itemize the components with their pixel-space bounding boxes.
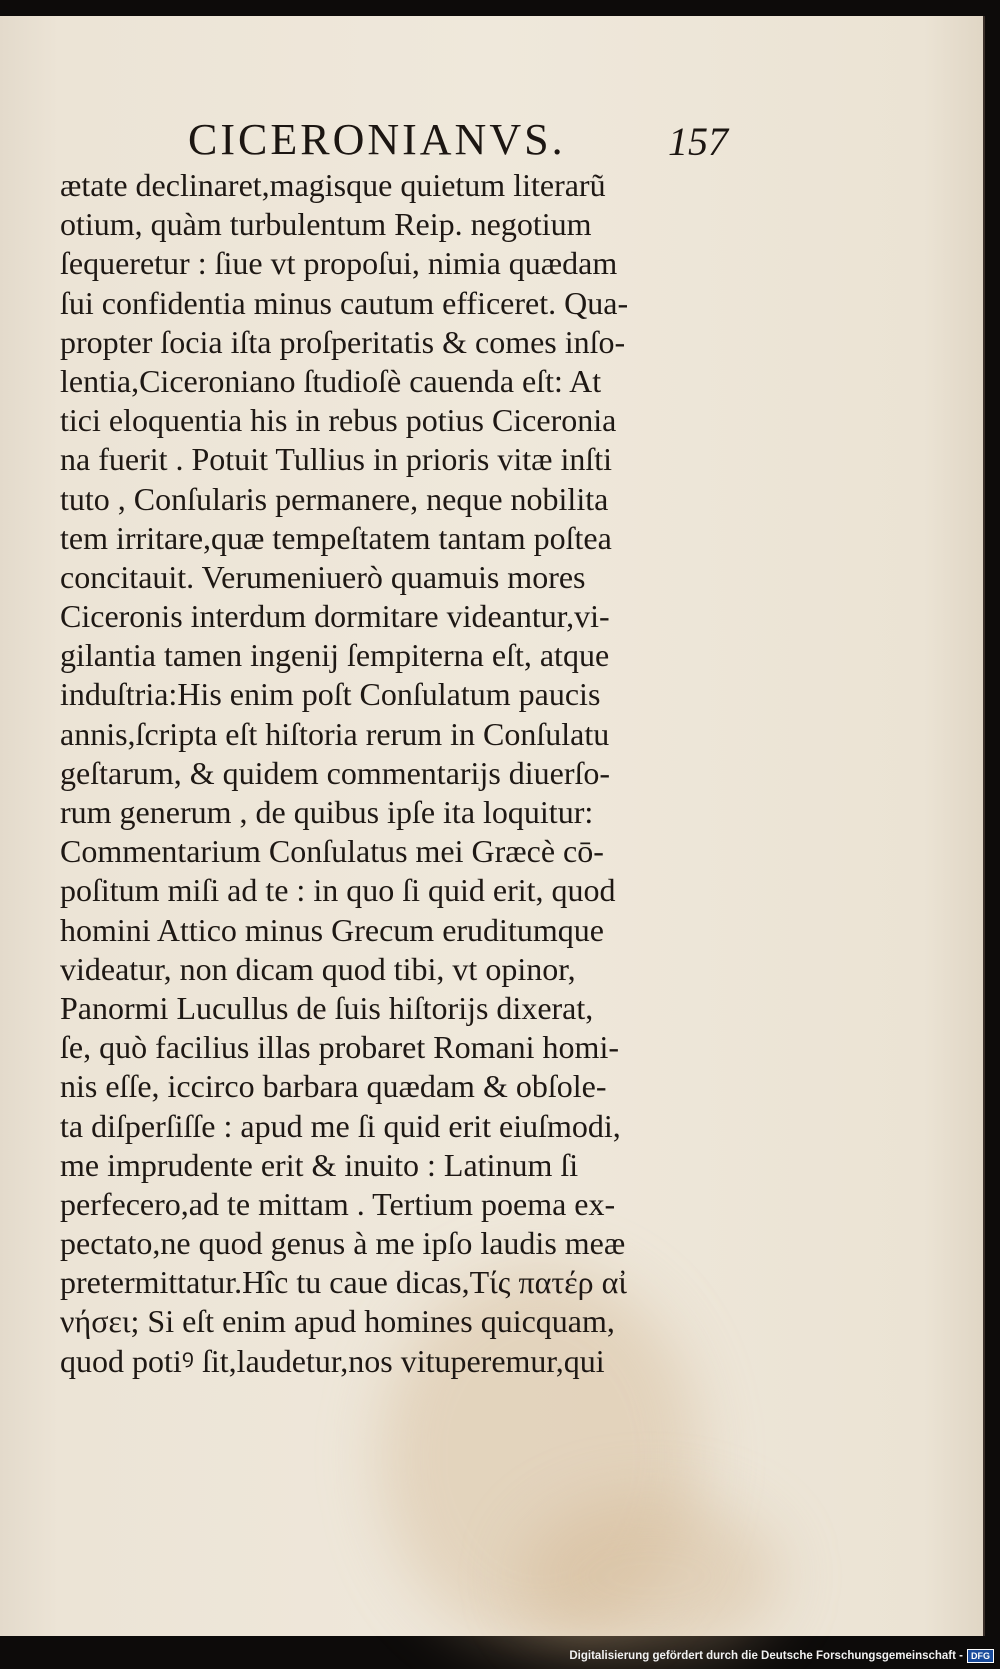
- text-line: pretermittatur.Hîc tu caue dicas,Tίς πατέρ αἰ: [60, 1264, 627, 1301]
- footer-credit-bar: [569, 1649, 994, 1663]
- text-line: νήσει; Si eſt enim apud homines quicquam,: [60, 1303, 615, 1340]
- text-line: quod potiꝰ ſit,laudetur,nos vituperemur,qui: [60, 1342, 605, 1379]
- text-line: annis,ſcripta eſt hiſtoria rerum in Conſulatu: [60, 715, 610, 752]
- text-line: videatur, non dicam quod tibi, vt opinor,: [60, 950, 576, 987]
- text-line: concitauit. Verumeniuerò quamuis mores: [60, 558, 586, 595]
- text-line: geſtarum, & quidem commentarijs diuerſo-: [60, 754, 611, 791]
- page-header: [188, 114, 728, 166]
- text-line: poſitum miſi ad te : in quo ſi quid erit, quod: [60, 872, 616, 909]
- text-line: nis eſſe, iccirco barbara quædam & obſole-: [60, 1068, 607, 1105]
- running-title: CICERONIANVS.: [188, 115, 566, 164]
- text-line: induſtria:His enim poſt Conſulatum paucis: [60, 676, 601, 713]
- text-line: Ciceronis interdum dormitare videantur,vi-: [60, 598, 610, 635]
- text-line: Commentarium Conſulatus mei Græcè cō-: [60, 833, 604, 870]
- text-line: otium, quàm turbulentum Reip. negotium: [60, 206, 592, 243]
- text-line: ætate declinaret,magisque quietum literarũ: [60, 167, 606, 203]
- text-line: Panormi Lucullus de ſuis hiſtorijs dixerat,: [60, 989, 594, 1026]
- text-line: tici eloquentia his in rebus potius Ciceronia: [60, 402, 617, 439]
- digitization-credit: Digitalisierung gefördert durch die Deutsche Forschungsgemeinschaft -: [569, 1650, 963, 1662]
- text-line: tem irritare,quæ tempeſtatem tantam poſtea: [60, 519, 612, 556]
- text-line: ſui confidentia minus cautum efficeret. Qua-: [60, 284, 629, 321]
- text-line: propter ſocia iſta proſperitatis & comes inſo-: [60, 323, 626, 360]
- text-line: lentia,Ciceroniano ſtudioſè cauenda eſt: At: [60, 362, 602, 399]
- text-line: na fuerit . Potuit Tullius in prioris vitæ inſti: [60, 441, 613, 478]
- book-page: [0, 16, 985, 1636]
- text-line: me imprudente erit & inuito : Latinum ſi: [60, 1146, 579, 1183]
- text-line: ta diſperſiſſe : apud me ſi quid erit eiuſmodi,: [60, 1107, 621, 1144]
- text-line: pectato,ne quod genus à me ipſo laudis meæ: [60, 1225, 626, 1262]
- body-text: [60, 166, 730, 1381]
- text-line: rum generum , de quibus ipſe ita loquitur:: [60, 794, 594, 830]
- text-line: ſe, quò facilius illas probaret Romani homi-: [60, 1029, 619, 1066]
- text-line: ſequeretur : ſiue vt propoſui, nimia quædam: [60, 245, 618, 282]
- page-number: 157: [668, 119, 728, 164]
- text-line: gilantia tamen ingenij ſempiterna eſt, atque: [60, 637, 610, 674]
- dfg-logo: DFG: [967, 1649, 994, 1663]
- text-line: homini Attico minus Grecum eruditumque: [60, 911, 604, 948]
- text-line: tuto , Conſularis permanere, neque nobilita: [60, 480, 609, 517]
- text-line: perfecero,ad te mittam . Tertium poema ex-: [60, 1185, 616, 1222]
- paper-stain: [520, 1496, 780, 1656]
